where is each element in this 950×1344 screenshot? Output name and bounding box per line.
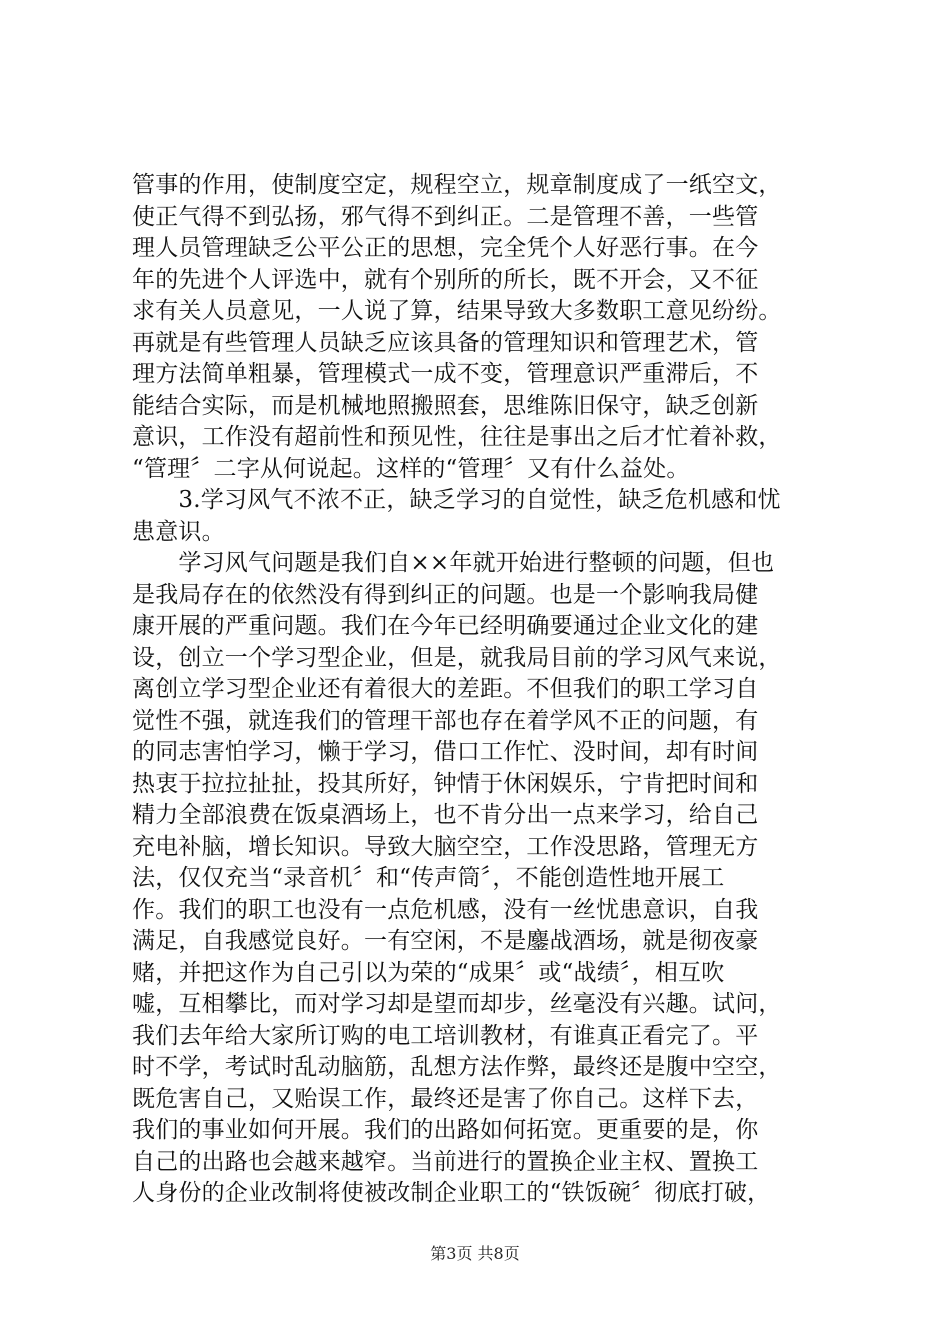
text-line: “管理〞二字从何说起。这样的“管理〞又有什么益处。 [132, 455, 690, 482]
text-line: 的同志害怕学习，懒于学习，借口工作忙、没时间，却有时间 [132, 739, 759, 765]
text-line: 充电补脑，增长知识。导致大脑空空，工作没思路，管理无方 [132, 833, 759, 860]
text-line: 康开展的严重问题。我们在今年已经明确要通过企业文化的建 [132, 613, 759, 639]
text-line: 人身份的企业改制将使被改制企业职工的“铁饭碗〞彻底打破， [132, 1180, 771, 1206]
text-line: 时不学，考试时乱动脑筋，乱想方法作弊，最终还是腹中空空， [132, 1054, 782, 1080]
section-heading-line: 3.学习风气不浓不正，缺乏学习的自觉性，缺乏危机感和忧 [132, 487, 781, 513]
text-line: 使正气得不到弘扬，邪气得不到纠正。二是管理不善，一些管 [132, 203, 759, 230]
text-line: 嘘，互相攀比，而对学习却是望而却步，丝毫没有兴趣。试问， [132, 991, 782, 1017]
body-text [132, 170, 852, 1210]
text-line: 是我局存在的依然没有得到纠正的问题。也是一个影响我局健 [132, 581, 759, 608]
text-line: 管事的作用，使制度空定，规程空立，规章制度成了一纸空文， [132, 172, 782, 198]
page-number-footer: 第3页 共8页 [430, 1244, 520, 1263]
text-line: 自己的出路也会越来越窄。当前进行的置换企业主权、置换工 [132, 1148, 759, 1175]
text-line: 离创立学习型企业还有着很大的差距。不但我们的职工学习自 [132, 676, 759, 702]
text-line: 法，仅仅充当“录音机〞和“传声筒〞，不能创造性地开展工 [132, 865, 725, 891]
text-line: 理人员管理缺乏公平公正的思想，完全凭个人好恶行事。在今 [132, 235, 759, 261]
text-line: 再就是有些管理人员缺乏应该具备的管理知识和管理艺术，管 [132, 329, 759, 356]
text-line: 年的先进个人评选中，就有个别所的所长，既不开会，又不征 [132, 266, 759, 293]
text-line: 作。我们的职工也没有一点危机感，没有一丝忧患意识，自我 [132, 896, 759, 923]
text-line: 意识，工作没有超前性和预见性，往往是事出之后才忙着补救， [132, 424, 782, 450]
text-line: 满足，自我感觉良好。一有空闲，不是鏖战酒场，就是彻夜豪 [132, 928, 759, 954]
text-line: 我们去年给大家所订购的电工培训教材，有谁真正看完了。平 [132, 1022, 759, 1049]
text-line: 精力全部浪费在饭桌酒场上，也不肯分出一点来学习，给自己 [132, 802, 759, 828]
text-line: 设，创立一个学习型企业，但是，就我局目前的学习风气来说， [132, 644, 782, 671]
text-line: 热衷于拉拉扯扯，投其所好，钟情于休闲娱乐，宁肯把时间和 [132, 770, 759, 797]
text-line: 学习风气问题是我们自××年就开始进行整顿的问题，但也 [132, 550, 775, 576]
text-line: 既危害自己，又贻误工作，最终还是害了你自己。这样下去， [132, 1085, 759, 1112]
text-line: 能结合实际，而是机械地照搬照套，思维陈旧保守，缺乏创新 [132, 392, 759, 419]
section-heading-line: 患意识。 [132, 518, 225, 545]
text-line: 求有关人员意见，一人说了算，结果导致大多数职工意见纷纷。 [132, 298, 782, 324]
text-line: 赌，并把这作为自己引以为荣的“成果〞或“战绩〞，相互吹 [132, 959, 725, 986]
text-line: 觉性不强，就连我们的管理干部也存在着学风不正的问题，有 [132, 707, 759, 734]
text-line: 我们的事业如何开展。我们的出路如何拓宽。更重要的是，你 [132, 1117, 759, 1143]
text-line: 理方法简单粗暴，管理模式一成不变，管理意识严重滞后，不 [132, 361, 759, 387]
